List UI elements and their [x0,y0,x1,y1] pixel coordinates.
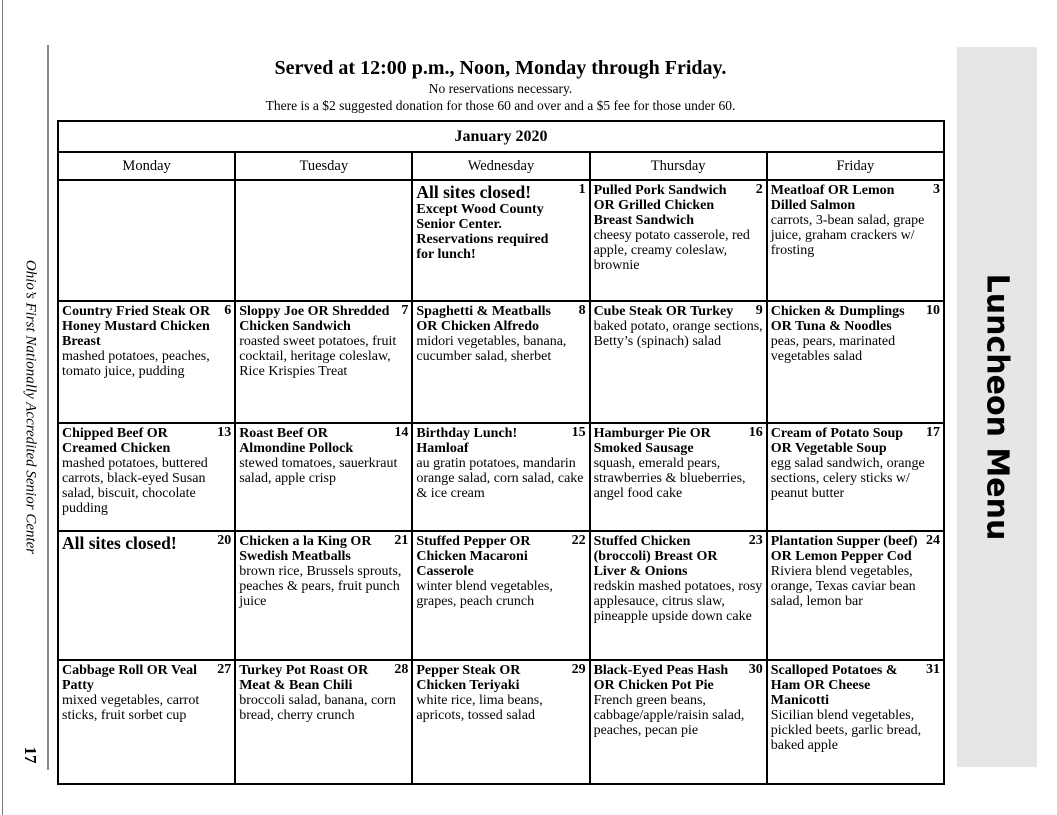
entree-options: Black-Eyed Peas Hash OR Chicken Pot Pie [593,663,729,693]
side-dishes: baked potato, orange sections, Betty’s (spinach) salad [593,319,763,349]
section-tab-title: Luncheon Menu [979,273,1015,541]
section-tab [957,47,1037,767]
side-dishes: squash, emerald pears, strawberries & blueberries, angel food cake [593,456,746,501]
page-number: 17 [21,746,40,764]
week-row [58,531,944,660]
day-cell [412,531,589,660]
day-number: 17 [926,425,940,440]
calendar-month: January 2020 [58,121,944,152]
day-cell [58,660,235,784]
serving-time-title: Served at 12:00 p.m., Noon, Monday through Friday. [274,57,727,79]
entree-options: Cream of Potato Soup OR Vegetable Soup [770,426,904,456]
side-dishes: peas, pears, marinated vegetables salad [770,334,896,364]
day-number: 20 [217,533,232,548]
entree-options: Except Wood County Senior Center. Reservations required for lunch! [416,202,549,262]
closure-headline: All sites closed! [416,182,532,202]
day-number: 31 [926,662,940,677]
closure-headline: All sites closed! [62,533,177,553]
day-cell [412,423,589,531]
day-cell [58,531,235,660]
entree-options: Pulled Pork Sandwich OR Grilled Chicken Breast Sandwich [593,183,727,228]
day-number: 28 [394,662,409,677]
side-dishes: carrots, 3-bean salad, grape juice, graham crackers w/ frosting [770,213,925,258]
day-cell [590,423,767,531]
day-cell [58,423,235,531]
day-cell [58,180,235,301]
day-number: 14 [394,425,409,440]
entree-options: Birthday Lunch! Hamloaf [416,426,518,456]
day-number: 21 [394,533,409,548]
day-number: 15 [571,425,586,440]
side-dishes: white rice, lima beans, apricots, tossed salad [416,693,543,723]
day-cell [767,423,944,531]
side-dishes: broccoli salad, banana, corn bread, cherry crunch [239,693,396,723]
day-cell [590,301,767,423]
side-dishes: French green beans, cabbage/apple/raisin salad, peaches, pecan pie [593,693,745,738]
page-edge-divider [2,0,3,815]
side-dishes: midori vegetables, banana, cucumber salad, sherbet [416,334,567,364]
entree-options: Sloppy Joe OR Shredded Chicken Sandwich [239,304,390,334]
side-dishes: redskin mashed potatoes, rosy applesauce, citrus slaw, pineapple upside down cake [593,579,763,624]
day-number: 6 [224,303,232,318]
entree-options: Cabbage Roll OR Veal Patty [62,663,197,693]
day-number: 7 [401,303,409,318]
day-cell [412,660,589,784]
day-number: 13 [217,425,232,440]
day-header-monday: Monday [58,152,235,180]
side-dishes: Sicilian blend vegetables, pickled beets, garlic bread, baked apple [770,708,922,753]
side-caption: Ohio’s First Nationally Accredited Senior Center [22,259,39,555]
day-number: 8 [578,303,586,318]
entree-options: Roast Beef OR Almondine Pollock [239,426,354,456]
reservation-note: No reservations necessary. [428,81,573,96]
day-cell [235,531,412,660]
entree-options: Chicken & Dumplings OR Tuna & Noodles [770,304,905,334]
day-cell [412,301,589,423]
day-number: 16 [748,425,763,440]
side-dishes: brown rice, Brussels sprouts, peaches & pears, fruit punch juice [239,564,402,609]
day-number: 1 [578,182,586,197]
day-number: 27 [217,662,232,677]
day-cell [590,660,767,784]
day-header-friday: Friday [767,152,944,180]
side-dishes: Riviera blend vegetables, orange, Texas caviar bean salad, lemon bar [770,564,916,609]
entree-options: Hamburger Pie OR Smoked Sausage [593,426,711,456]
day-cell [235,301,412,423]
day-cell [767,660,944,784]
day-cell [590,531,767,660]
entree-options: Scalloped Potatoes & Ham OR Cheese Manicotti [770,663,898,708]
day-number: 24 [926,533,940,548]
menu-calendar [57,120,945,785]
side-dishes: au gratin potatoes, mandarin orange salad, corn salad, cake & ice cream [416,456,584,501]
day-number: 10 [926,303,940,318]
day-cell [767,301,944,423]
day-header-thursday: Thursday [590,152,767,180]
side-dishes: mixed vegetables, carrot sticks, fruit sorbet cup [62,693,200,723]
day-cell [767,180,944,301]
entree-options: Stuffed Pepper OR Chicken Macaroni Casserole [416,534,531,579]
day-cell [235,180,412,301]
entree-options: Chicken a la King OR Swedish Meatballs [239,534,372,564]
day-number: 3 [933,182,940,197]
entree-options: Turkey Pot Roast OR Meat & Bean Chili [239,663,369,693]
day-cell [58,301,235,423]
entree-options: Pepper Steak OR Chicken Teriyaki [416,663,521,693]
margin-divider [47,45,49,770]
entree-options: Country Fried Steak OR Honey Mustard Chicken Breast [62,304,211,349]
week-row [58,423,944,531]
donation-note: There is a $2 suggested donation for those 60 and over and a $5 fee for those under 60. [265,98,736,113]
week-row [58,301,944,423]
entree-options: Cube Steak OR Turkey [593,304,734,319]
side-dishes: mashed potatoes, peaches, tomato juice, pudding [62,349,210,379]
side-dishes: roasted sweet potatoes, fruit cocktail, heritage coleslaw, Rice Krispies Treat [239,334,397,379]
side-dishes: stewed tomatoes, sauerkraut salad, apple crisp [239,456,398,486]
week-row [58,660,944,784]
menu-header [57,56,944,114]
day-header-wednesday: Wednesday [412,152,589,180]
entree-options: Stuffed Chicken (broccoli) Breast OR Liver & Onions [593,534,718,579]
day-header-tuesday: Tuesday [235,152,412,180]
entree-options: Chipped Beef OR Creamed Chicken [62,426,171,456]
entree-options: Spaghetti & Meatballs OR Chicken Alfredo [416,304,551,334]
entree-options: Meatloaf OR Lemon Dilled Salmon [770,183,895,213]
week-row [58,180,944,301]
day-number: 2 [755,182,763,197]
day-number: 29 [571,662,586,677]
side-dishes: winter blend vegetables, grapes, peach crunch [416,579,553,609]
day-number: 22 [571,533,586,548]
entree-options: Plantation Supper (beef) OR Lemon Pepper Cod [770,534,918,564]
day-cell [412,180,589,301]
day-number: 9 [755,303,763,318]
day-number: 23 [748,533,763,548]
day-number: 30 [748,662,763,677]
day-cell [767,531,944,660]
day-cell [590,180,767,301]
side-dishes: mashed potatoes, buttered carrots, black-eyed Susan salad, biscuit, chocolate pudding [62,456,208,516]
day-cell [235,423,412,531]
side-dishes: cheesy potato casserole, red apple, creamy coleslaw, brownie [593,228,750,273]
side-dishes: egg salad sandwich, orange sections, celery sticks w/ peanut butter [770,456,925,501]
day-cell [235,660,412,784]
